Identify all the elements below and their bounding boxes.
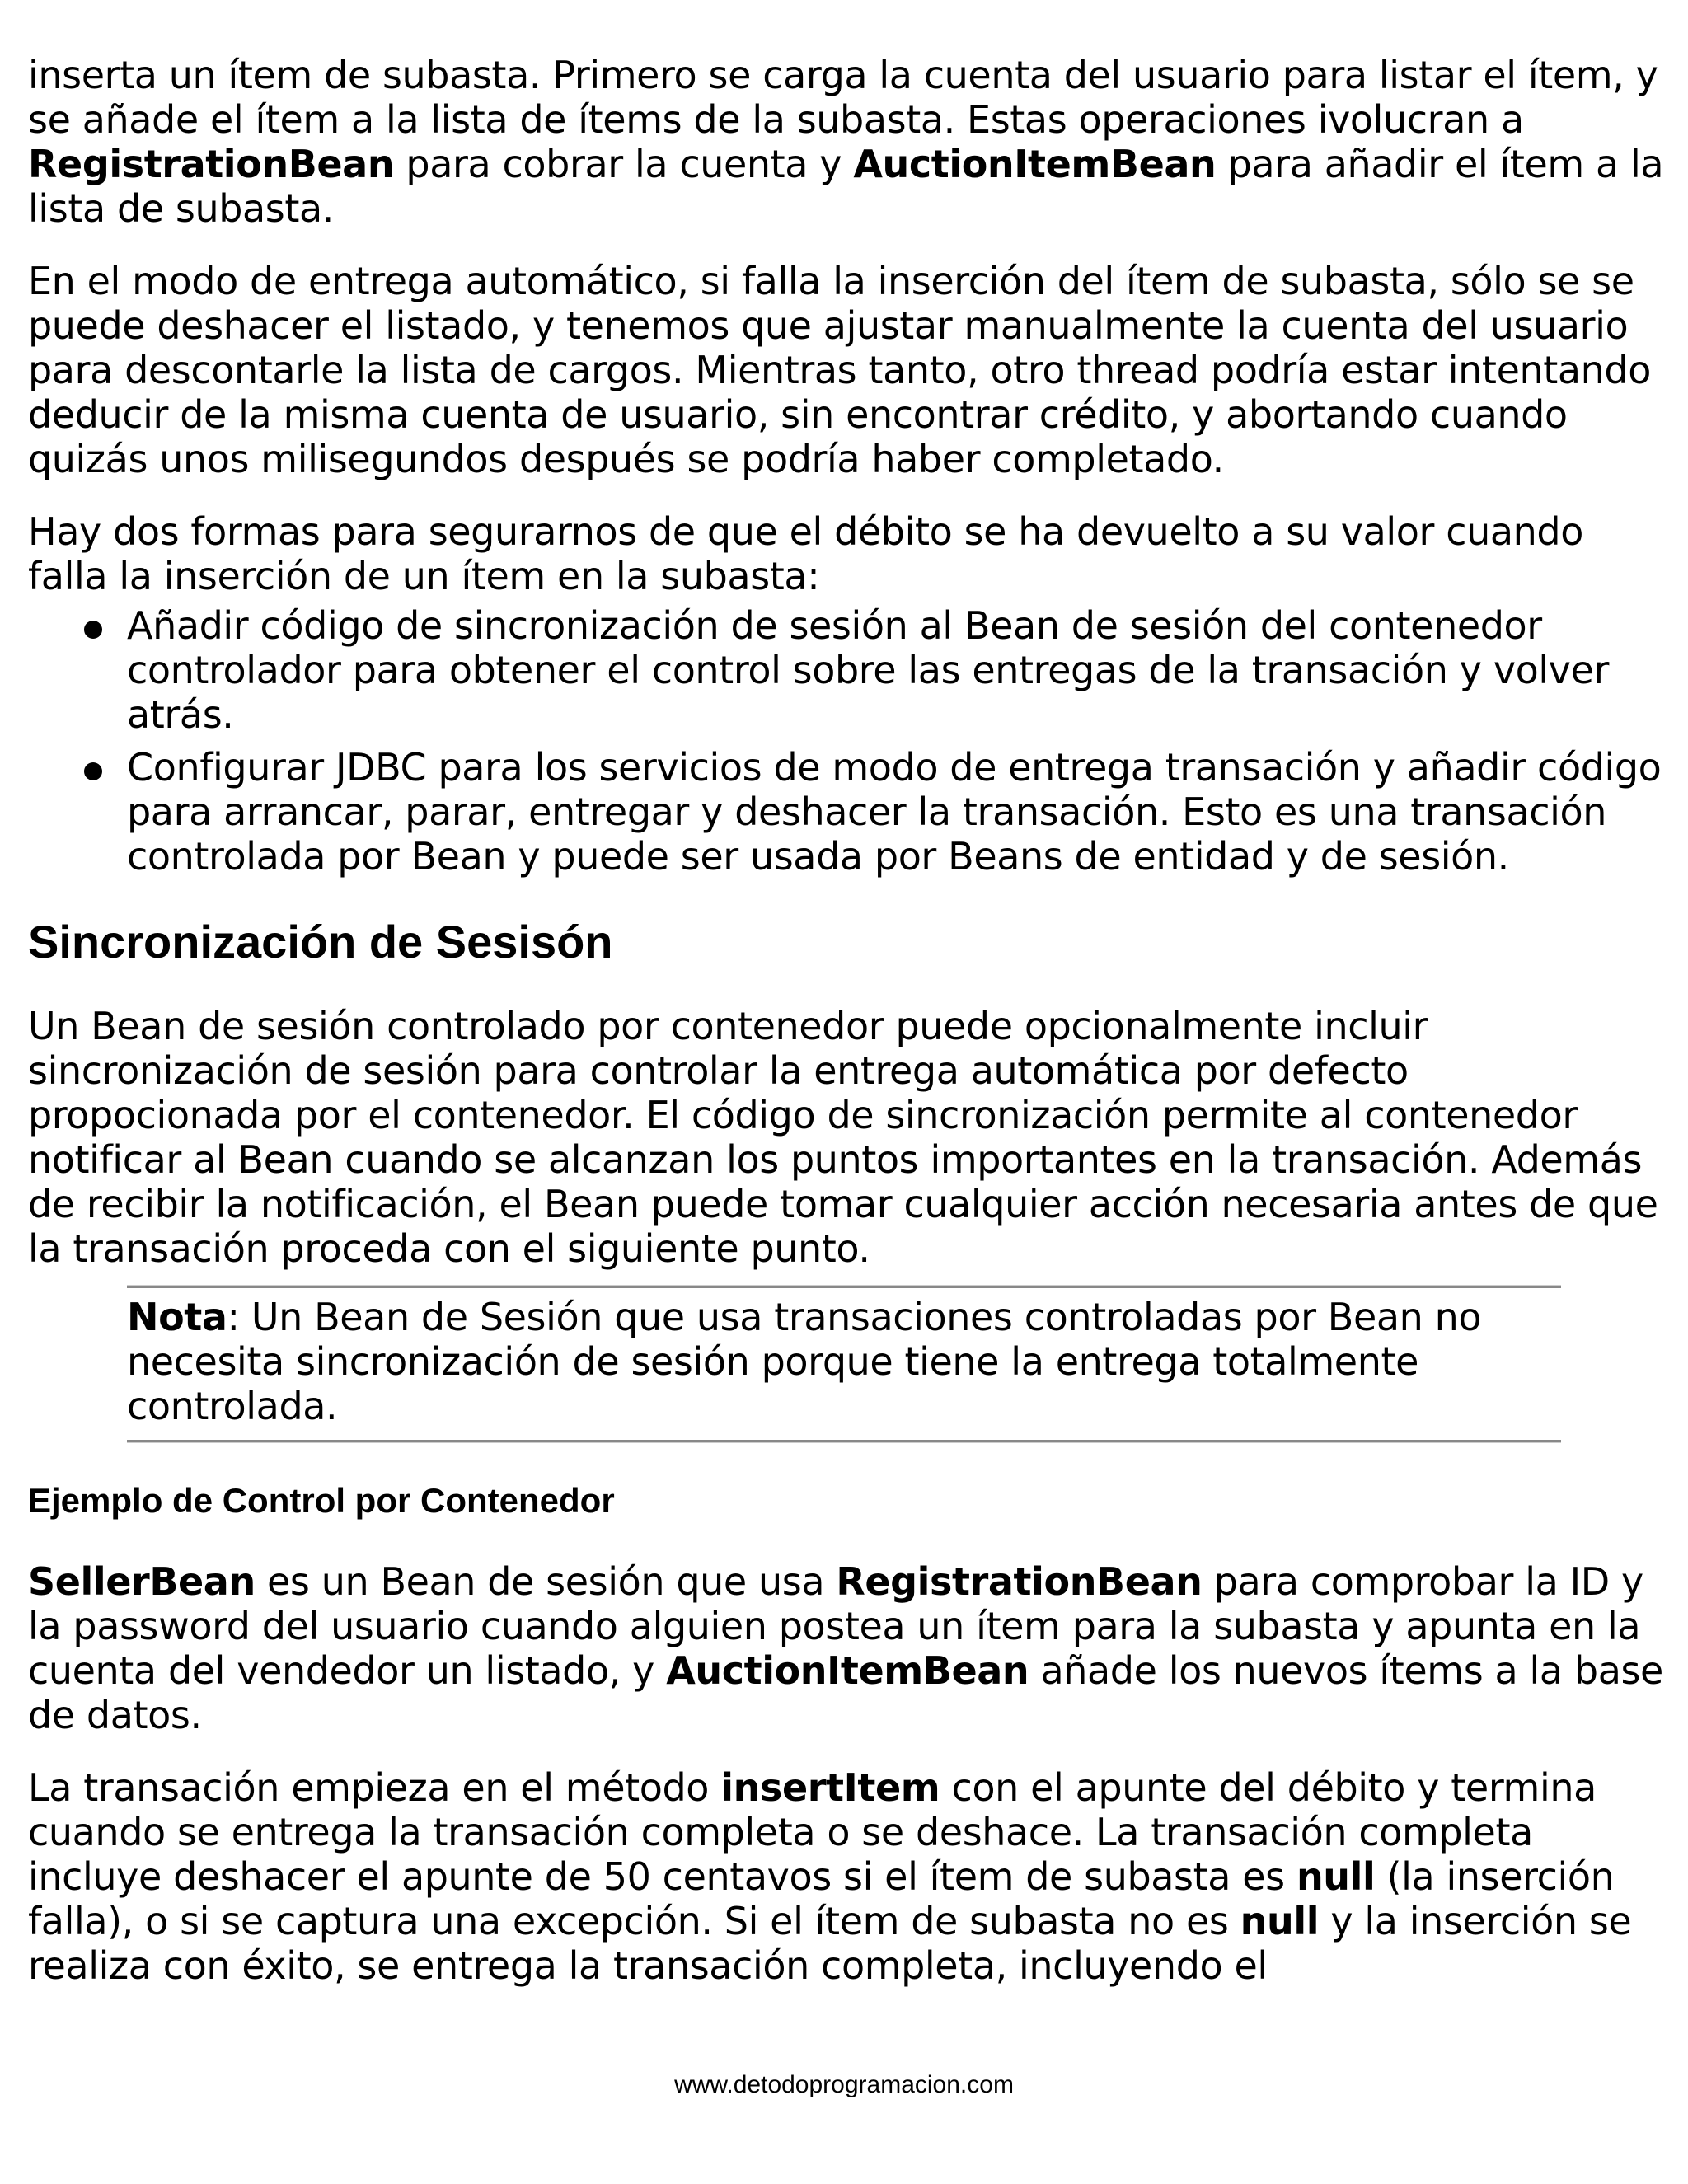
paragraph-seller-bean: SellerBean es un Bean de sesión que usa RegistrationBean para comprobar la ID y la password del usuario cuando alguien postea un ítem para la subasta y apunta en la cuenta del vendedor un listado, y AuctionItemBean añade los nuevos ítems a la base de datos. bbox=[28, 1559, 1663, 1737]
note-text: Nota: Un Bean de Sesión que usa transaciones controladas por Bean no necesita sincronización de sesión porque tiene la entrega totalmente controlada. bbox=[127, 1295, 1482, 1428]
bold-term: SellerBean bbox=[28, 1559, 256, 1604]
bold-term: insertItem bbox=[720, 1765, 940, 1810]
bold-term: RegistrationBean bbox=[28, 142, 395, 186]
bold-term: null bbox=[1240, 1899, 1320, 1943]
list-item: Añadir código de sincronización de sesión al Bean de sesión del contenedor controlador para obtener el control sobre las entregas de la transación y volver atrás. bbox=[127, 603, 1668, 737]
bullet-icon bbox=[84, 621, 102, 639]
footer-url: www.detodoprogramacion.com bbox=[674, 2071, 1014, 2098]
paragraph-auto-commit: En el modo de entrega automático, si falla la inserción del ítem de subasta, sólo se se puede deshacer el listado, y tenemos que ajustar manualmente la cuenta del usuario para descontarle la lista de cargos. Mientras tanto, otro thread podría estar intentando deducir de la misma cuenta de usuario, sin encontrar crédito, y abortando cuando quizás unos milisegundos después se podría haber completado. bbox=[28, 259, 1651, 481]
paragraph-session-sync: Un Bean de sesión controlado por contenedor puede opcionalmente incluir sincronización de sesión para controlar la entrega automática por defecto propocionada por el contenedor. El código de sincronización permite al contenedor notificar al Bean cuando se alcanzan los puntos importantes en la transación. Además de recibir la notificación, el Bean puede tomar cualquier acción necesaria antes de que la transación proceda con el siguiente punto. bbox=[28, 1004, 1658, 1271]
bullet-icon bbox=[84, 762, 102, 780]
paragraph-intro: inserta un ítem de subasta. Primero se carga la cuenta del usuario para listar el ítem, y se añade el ítem a la lista de ítems de la subasta. Estas operaciones ivolucran a RegistrationBean para cobrar la cuenta y AuctionItemBean para añadir el ítem a la lista de subasta. bbox=[28, 53, 1664, 231]
note-box bbox=[127, 1286, 1561, 1442]
document-page bbox=[28, 53, 1668, 2016]
list-item: Configurar JDBC para los servicios de modo de entrega transación y añadir código para arrancar, parar, entregar y deshacer la transación. Esto es una transación controlada por Bean y puede ser usada por Beans de entidad y de sesión. bbox=[127, 745, 1668, 879]
bullet-list bbox=[28, 603, 1668, 879]
note-label: Nota bbox=[127, 1295, 227, 1339]
bold-term: AuctionItemBean bbox=[853, 142, 1217, 186]
bold-term: RegistrationBean bbox=[836, 1559, 1203, 1604]
paragraph-two-ways: Hay dos formas para segurarnos de que el débito se ha devuelto a su valor cuando falla la inserción de un ítem en la subasta: bbox=[28, 509, 1583, 598]
bold-term: null bbox=[1296, 1854, 1376, 1899]
section-heading: Sincronización de Sesisón bbox=[28, 916, 613, 968]
bold-term: AuctionItemBean bbox=[666, 1648, 1029, 1693]
paragraph-transaction: La transación empieza en el método insertItem con el apunte del débito y termina cuando se entrega la transación completa o se deshace. La transación completa incluye deshacer el apunte de 50 centavos si el ítem de subasta es null (la inserción falla), o si se captura una excepción. Si el ítem de subasta no es null y la inserción se realiza con éxito, se entrega la transación completa, incluyendo el bbox=[28, 1765, 1632, 1988]
subsection-heading: Ejemplo de Control por Contenedor bbox=[28, 1481, 615, 1520]
